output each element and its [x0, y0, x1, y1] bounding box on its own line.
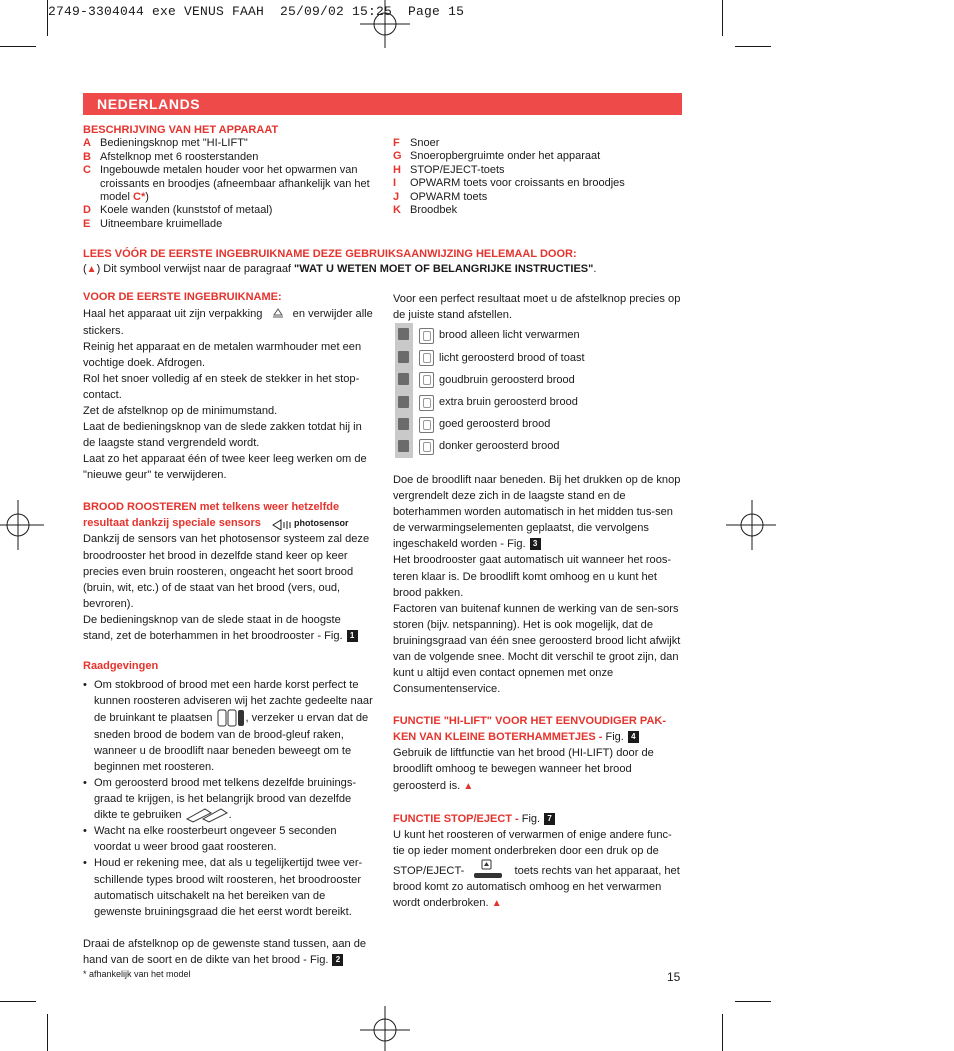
legend-key: I: [393, 177, 397, 190]
legend-key: J: [393, 190, 400, 203]
level-indicator-icon: [398, 440, 409, 452]
legend-key: E: [83, 217, 91, 230]
level-indicator-icon: [398, 328, 409, 340]
warning-title: LEES VÓÓR DE EERSTE INGEBRUIKNAME DEZE GEBRUIKSAANWIJZING HELEMAAL DOOR:: [83, 248, 577, 260]
photosensor-icon: [272, 519, 294, 530]
equal-slices-icon: [185, 807, 229, 823]
registration-mark-left: [0, 500, 44, 550]
right-column: [393, 472, 683, 912]
figure-ref: 1: [347, 630, 358, 642]
toaster-icon: [419, 350, 434, 366]
recycle-icon: [269, 307, 287, 321]
level-row: extra bruin geroosterd brood: [419, 392, 679, 414]
print-slug: 2749-3304044 exe VENUS FAAH 25/09/02 15:25 Page 15: [48, 4, 465, 19]
footnote: * afhankelijk van het model: [83, 969, 191, 979]
crop-mark: [0, 46, 36, 47]
legend-key: C: [83, 164, 91, 177]
tip-2: • Om geroosterd brood met telkens dezelfde bruinings-graad te krijgen, is het belangrijk brood van dezelfde dikte te gebruiken .: [83, 775, 373, 823]
toasting-p2: De bedieningsknop van de slede staat in de hoogste stand, zet de boterhammen in het broodrooster - Fig. 1: [83, 612, 373, 644]
level-row: brood alleen licht verwarmen: [419, 325, 679, 347]
tip-3: • Wacht na elke roosterbeurt ongeveer 5 seconden voordat u weer brood gaat roosteren.: [83, 825, 337, 854]
crop-mark: [735, 46, 771, 47]
legend-text: Koele wanden (kunststof of metaal): [100, 204, 273, 217]
lift-paragraph: Doe de broodlift naar beneden. Bij het drukken op de knop vergrendelt deze zich in de laagste stand en de boterhammen worden automatisch in het midden tus-sen de verwarmingselementen geplaatst, die vervolgens ingeschakeld worden - Fig. 3: [393, 474, 681, 551]
level-indicator-icon: [398, 351, 409, 363]
hilift-title: FUNCTIE "HI-LIFT" VOOR HET EENVOUDIGER PAK- KEN VAN KLEINE BOTERHAMMETJES - Fig. 4: [393, 715, 667, 744]
description-left: [83, 124, 378, 231]
warning-note: (▲) Dit symbool verwijst naar de paragraaf "WAT U WETEN MOET OF BELANGRIJKE INSTRUCTIES".: [83, 263, 597, 276]
level-strip: [395, 323, 413, 458]
language-banner: [83, 93, 682, 115]
crop-mark: [735, 1001, 771, 1002]
figure-ref: 7: [544, 813, 555, 825]
crop-mark: [722, 1014, 723, 1051]
tips-title: Raadgevingen: [83, 660, 159, 673]
legend-text: STOP/EJECT-toets: [410, 163, 505, 176]
level-row: goed geroosterd brood: [419, 414, 679, 436]
legend-text: Afstelknop met 6 roosterstanden: [100, 150, 259, 163]
photosensor-logo: photosensor: [272, 518, 349, 528]
stop-paragraph: U kunt het roosteren of verwarmen of enige andere func-tie op ieder moment onderbreken door een druk op de STOP/EJECT- toets rechts van het apparaat, het brood komt zo automatisch omhoog en het verwarmen wordt onderbroken. ▲: [393, 829, 680, 910]
legend-text: Uitneembare kruimellade: [100, 217, 223, 230]
hilift-paragraph: Gebruik de liftfunctie van het brood (HI-LIFT) door de broodlift omhoog te bewegen wanneer het brood geroosterd is. ▲: [393, 747, 654, 792]
description-right: [393, 137, 683, 217]
level-row: licht geroosterd brood of toast: [419, 347, 679, 369]
page-number: 15: [667, 970, 681, 984]
toasting-title: BROOD ROOSTEREN met telkens weer hetzelfde resultaat dankzij speciale sensors photosensor: [83, 501, 349, 530]
legend-text: Ingebouwde metalen houder voor het opwarmen van croissants en broodjes (afneembaar afhankelijk van het model C*): [100, 164, 370, 204]
level-row: goudbruin geroosterd brood: [419, 369, 679, 391]
legend-text: Broodbek: [410, 204, 458, 217]
legend-text: OPWARM toets voor croissants en broodjes: [410, 177, 625, 190]
stop-eject-button-icon: [472, 859, 506, 879]
warning-block: [83, 248, 683, 277]
stop-title: FUNCTIE STOP/EJECT - Fig. 7: [393, 813, 683, 826]
legend-key: B: [83, 150, 91, 163]
legend-key: A: [83, 137, 91, 150]
first-use-p4: Zet de afstelknop op de minimumstand.: [83, 404, 278, 417]
legend-key: K: [393, 204, 401, 217]
toaster-icon: [419, 395, 434, 411]
banner-title: NEDERLANDS: [97, 96, 201, 112]
first-use-p3: Rol het snoer volledig af en steek de stekker in het stop-contact.: [83, 372, 360, 401]
first-use-title: VOOR DE EERSTE INGEBRUIKNAME:: [83, 291, 282, 303]
first-use-p2: Reinig het apparaat en de metalen warmhouder met een vochtige doek. Afdrogen.: [83, 340, 362, 369]
auto-paragraph: Het broodrooster gaat automatisch uit wanneer het roos-teren klaar is. De broodlift komt omhoog en u kunt het brood pakken.: [393, 554, 672, 599]
warning-triangle-icon: ▲: [463, 780, 474, 792]
first-use-p5: Laat de bedieningsknop van de slede zakken totdat hij in de laagste stand vergrendeld wordt.: [83, 421, 362, 450]
figure-ref: 2: [332, 954, 343, 966]
dial-text: Draai de afstelknop op de gewenste stand tussen, aan de hand van de soort en de dikte van het brood - Fig. 2: [83, 937, 367, 966]
toaster-icon: [419, 372, 434, 388]
legend-key: H: [393, 163, 401, 176]
legend-key: D: [83, 204, 91, 217]
toaster-icon: [419, 439, 434, 455]
crop-mark: [47, 1014, 48, 1051]
tip-1: • Om stokbrood of brood met een harde korst perfect te kunnen roosteren adviseren wij het zachte gedeelte naar de bruinkant te plaatsen , verzeker u ervan dat de sneden brood de bodem van de brood-gleuf raken, wanneer u de broodlift naar beneden beweegt om te beginnen met roosteren.: [83, 678, 373, 773]
level-indicator-icon: [398, 396, 409, 408]
first-use-p1: Haal het apparaat uit zijn verpakking en verwijder alle stickers.: [83, 308, 373, 337]
legend-text: OPWARM toets: [410, 190, 488, 203]
left-column: [83, 291, 373, 968]
legend-text: Bedieningsknop met "HI-LIFT": [100, 137, 248, 150]
toaster-icon: [419, 328, 434, 344]
registration-mark-right: [726, 500, 776, 550]
factors-paragraph: Factoren van buitenaf kunnen de werking van de sen-sors storen (bijv. netspanning). Het is ook mogelijk, dat de bruiningsgraad van één snee geroosterd brood licht afwijkt van de volgende snee. Mocht dit verschil te groot zijn, dan kunt u altijd even contact opnemen met onze Consumentenservice.: [393, 602, 681, 696]
right-intro: Voor een perfect resultaat moet u de afstelknop precies op de juiste stand afstellen.: [393, 293, 681, 322]
warning-triangle-icon: ▲: [86, 264, 97, 276]
crop-mark: [0, 1001, 36, 1002]
legend-text: Snoer: [410, 137, 440, 149]
legend-key: F: [393, 137, 400, 149]
level-indicator-icon: [398, 373, 409, 385]
level-row: donker geroosterd brood: [419, 436, 679, 458]
tip-4: • Houd er rekening mee, dat als u tegelijkertijd twee ver-schillende types brood wilt roosteren, het broodrooster automatisch uitschakelt na het bereiken van de gewenste bruiningsgraad die het eerst wordt bereikt.: [83, 857, 363, 918]
first-use-p6: Laat zo het apparaat één of twee keer leeg werken om de "nieuwe geur" te verwijderen.: [83, 453, 367, 482]
legend-key: G: [393, 150, 402, 163]
toast-levels: [419, 325, 679, 458]
toasting-p1: Dankzij de sensors van het photosensor systeem zal deze broodrooster het brood in dezelfde stand keer op keer precies even bruin roosteren, ongeacht het soort brood (bruin, wit, etc.) of de staat van het brood (vers, oud, bevroren).: [83, 533, 370, 610]
crop-mark: [722, 0, 723, 36]
level-indicator-icon: [398, 418, 409, 430]
warning-triangle-icon: ▲: [491, 898, 502, 910]
legend-text: Snoeropbergruimte onder het apparaat: [410, 150, 601, 163]
figure-ref: 4: [628, 731, 639, 743]
registration-mark-bottom: [360, 1006, 410, 1051]
figure-ref: 3: [530, 538, 541, 550]
toaster-icon: [419, 417, 434, 433]
bread-slice-icon: [216, 709, 246, 727]
description-title: BESCHRIJVING VAN HET APPARAAT: [83, 124, 279, 136]
